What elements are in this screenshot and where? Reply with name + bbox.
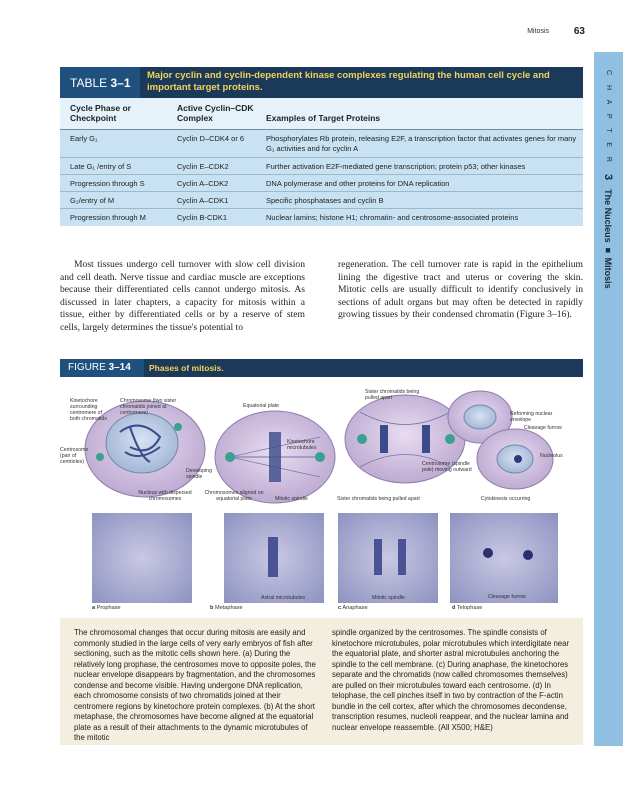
table-cell: Late G₁ /entry of S: [70, 162, 132, 171]
column-header: Cycle Phase or Checkpoint: [70, 103, 131, 123]
label-kinetochore: Kinetochore surrounding centromere of both chromatids: [70, 398, 107, 422]
label-cleavage-furrow-bottom: Cleavage furrow: [488, 594, 526, 600]
label-mitotic-spindle-b: Mitotic spindle: [275, 496, 308, 502]
figure-header: [60, 359, 583, 377]
body-text-right: regeneration. The cell turnover rate is rapid in the epithelium lining the digestive tract and uterus or covering the skin. Mitotic cells are usually difficult to identify conclusively in sections of adult organs but may often be detected in rapidly growing tissues by their condensed chromatin (Figure 3–16).: [338, 259, 583, 321]
label-sister-chromatids-2: Sister chromatids being pulled apart: [337, 496, 420, 502]
table-cell: Early G₁: [70, 134, 98, 143]
mitosis-figure: [60, 377, 583, 617]
table-row: [60, 209, 583, 226]
table-row: [60, 158, 583, 175]
figure-caption: [60, 618, 583, 745]
label-equatorial-plate: Equatorial plate: [243, 403, 280, 409]
chapter-tab-text: [602, 70, 614, 289]
panel-c-caption: c Anaphase: [338, 605, 368, 611]
chapter-number: 3: [602, 174, 614, 181]
label-developing-spindle: Developing spindle: [186, 468, 212, 480]
panel-a-caption: a Prophase: [92, 605, 121, 611]
table-row: [60, 192, 583, 209]
panel-b-caption: b Metaphase: [210, 605, 243, 611]
caption-left: The chromosomal changes that occur during mitosis are easily and commonly studied in the large cells of very early embryos of fish after sectioning, such as the mitotic cells shown here. (a) During the relatively long prophase, the centrosomes move to opposite poles, the nuclear envelope disappears by fragmentation, and the chromosomes condense and become visible. Having undergone DNA replication, each chromosome consists of two chromatids joined at their centromere regions by kinetochore protein complexes. (b) At the short metaphase, the chromosomes have become aligned at the equatorial plate as a result of their attachments to the dynamic microtubules of the mitotic: [74, 628, 316, 742]
table-header: [60, 67, 583, 98]
body-text-left: Most tissues undergo cell turnover with slow cell division and cell death. Nerve tissue and cardiac muscle are exceptions because their differentiated cells cannot undergo mitosis. As discussed in later chapters, a capacity for mitosis within a tissue, either by differentiated cells or by a reserve of stem cells, largely determines the tissue's potential to: [60, 259, 305, 333]
anaphase-micrograph: [338, 513, 438, 603]
chapter-title: The Nucleus ■ Mitosis: [603, 189, 613, 289]
table-column-headers: [60, 98, 583, 130]
table-cell: Progression through S: [70, 179, 145, 188]
section-name: Mitosis: [527, 28, 549, 35]
table-cell: Nuclear lamins; histone H1; chromatin- and centrosome-associated proteins: [266, 213, 519, 222]
figure-label: FIGURE 3–14: [60, 359, 144, 377]
page-number: 63: [573, 26, 585, 37]
table-row: [60, 175, 583, 192]
label-astral-microtubules: Astral microtubules: [261, 595, 306, 601]
telophase-diagram: [448, 391, 553, 489]
label-centrosome-moving: Centrosome (spindle pole) moving outward: [422, 461, 472, 473]
label-reforming-envelope: Reforming nuclear envelope: [510, 411, 553, 423]
label-chromosome: Chromosome (two sister chromatids joined at centromere): [120, 398, 177, 416]
telophase-micrograph: [450, 513, 558, 603]
table-cell: Further activation E2F-mediated gene transcription; protein p53; other kinases: [266, 162, 526, 171]
table-label: TABLE 3–1: [60, 67, 140, 98]
chapter-word: C H A P T E R: [605, 70, 612, 166]
table-cell: Cyclin A–CDK2: [177, 179, 229, 188]
prophase-micrograph: [92, 513, 192, 603]
column-header: Examples of Target Proteins: [266, 113, 381, 123]
table-cell: Cyclin D–CDK4 or 6: [177, 134, 245, 143]
table-cell: Cyclin E–CDK2: [177, 162, 229, 171]
table-title: Major cyclin and cyclin-dependent kinase complexes regulating the human cell cycle and important target proteins.: [147, 70, 550, 93]
chapter-tab: [594, 52, 623, 746]
label-cleavage-furrow-top: Cleavage furrow: [524, 425, 562, 431]
cyclin-table: [60, 98, 583, 226]
table-cell: DNA polymerase and other proteins for DNA replication: [266, 179, 450, 188]
table-cell: Progression through M: [70, 213, 146, 222]
label-sister-chromatids: Sister chromatids being pulled apart: [365, 389, 420, 401]
label-centrosome-pair: Centrosome (pair of centrioles): [60, 447, 89, 465]
label-mitotic-spindle-c: Mitotic spindle: [372, 595, 405, 601]
table-cell: Phosphorylates Rb protein, releasing E2F, a transcription factor that activates genes for many G₁ activities and for cyclin A: [266, 134, 577, 153]
table-cell: G₂/entry of M: [70, 196, 115, 205]
table-row: [60, 130, 583, 158]
table-cell: Cyclin B-CDK1: [177, 213, 228, 222]
table-cell: Specific phosphatases and cyclin B: [266, 196, 384, 205]
label-nucleolus: Nucleolus: [540, 453, 563, 459]
caption-right: spindle organized by the centrosomes. The spindle consists of kinetochore microtubules, polar microtubules which interdigitate near the equatorial plate, and shorter astral microtubules anchoring the spindle to the cell membrane. (c) During anaphase, the kinetochores separate and the chromatids (now called chromosomes themselves) are pulled on their microtubules toward each centrosome. (d) In telophase, the cell pinches itself in two by contraction of the F-actin bundle in the cell cortex, after which the chromosomes decondense, transcription resumes, nucleoli reappear, and the nuclear lamina and nuclear envelope reassemble. (All X500; H&E): [332, 628, 570, 732]
label-cytokinesis: Cytokinesis occurring: [481, 496, 531, 502]
label-chromosomes-aligned: Chromosomes aligned on equatorial plate: [204, 490, 264, 502]
label-nucleus-dispersed: Nucleus with dispersed chromosomes: [138, 490, 192, 502]
label-kinetochore-microtubules: Kinetochore microtubules: [287, 439, 317, 451]
table-cell: Cyclin A–CDK1: [177, 196, 229, 205]
running-header: [400, 26, 585, 40]
column-header: Active Cyclin–CDK Complex: [177, 103, 254, 123]
figure-title: Phases of mitosis.: [149, 363, 224, 373]
panel-d-caption: d Telophase: [452, 605, 483, 611]
